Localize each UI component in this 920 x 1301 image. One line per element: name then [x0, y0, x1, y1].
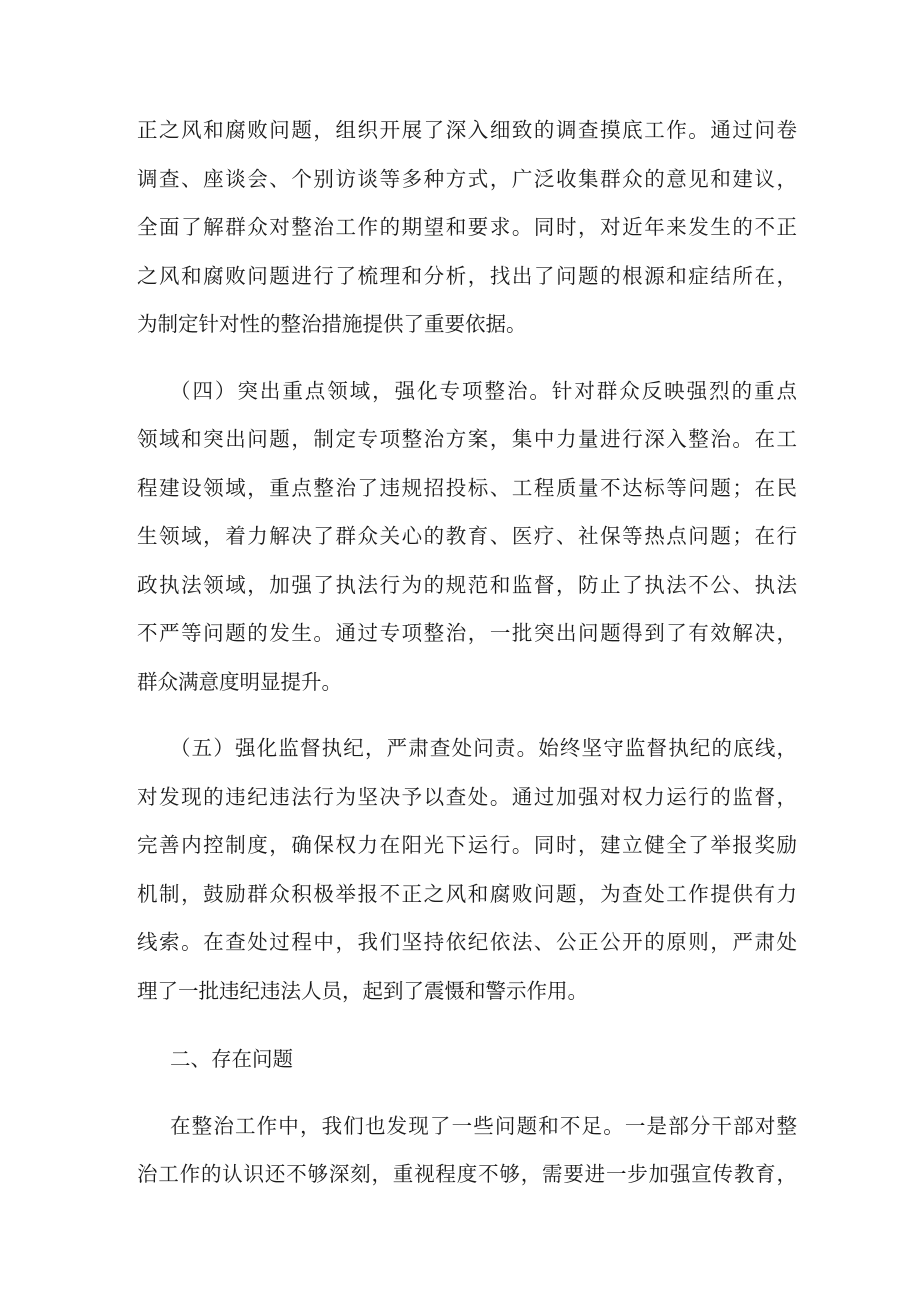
paragraph-line: 完善内控制度，确保权力在阳光下运行。同时，建立健全了举报奖励 [137, 833, 797, 857]
paragraph-line: 程建设领域，重点整治了违规招投标、工程质量不达标等问题；在民 [137, 476, 797, 500]
paragraph-line: 正之风和腐败问题，组织开展了深入细致的调查摸底工作。通过问卷 [137, 118, 797, 142]
paragraph-line: 对发现的违纪违法行为坚决予以查处。通过加强对权力运行的监督， [137, 785, 797, 809]
paragraph-line: 线索。在查处过程中，我们坚持依纪依法、公正公开的原则，严肃处 [137, 930, 797, 954]
paragraph-line: 之风和腐败问题进行了梳理和分析，找出了问题的根源和症结所在， [137, 264, 797, 288]
paragraph-line: 机制，鼓励群众积极举报不正之风和腐败问题，为查处工作提供有力 [137, 882, 797, 906]
section-heading: 二、存在问题 [170, 1047, 293, 1071]
paragraph-line: （四）突出重点领域，强化专项整治。针对群众反映强烈的重点 [170, 379, 797, 403]
paragraph-line: 领域和突出问题，制定专项整治方案，集中力量进行深入整治。在工 [137, 427, 797, 451]
paragraph-line: 生领域，着力解决了群众关心的教育、医疗、社保等热点问题；在行 [137, 524, 797, 548]
paragraph-line: 治工作的认识还不够深刻，重视程度不够，需要进一步加强宣传教育， [137, 1162, 797, 1186]
paragraph-line: （五）强化监督执纪，严肃查处问责。始终坚守监督执纪的底线， [170, 736, 797, 760]
paragraph-line: 为制定针对性的整治措施提供了重要依据。 [137, 312, 527, 336]
paragraph-line: 调查、座谈会、个别访谈等多种方式，广泛收集群众的意见和建议， [137, 167, 797, 191]
paragraph-line: 政执法领域，加强了执法行为的规范和监督，防止了执法不公、执法 [137, 573, 797, 597]
paragraph-line: 理了一批违纪违法人员，起到了震慑和警示作用。 [137, 979, 588, 1003]
paragraph-line: 群众满意度明显提升。 [137, 670, 342, 694]
paragraph-line: 不严等问题的发生。通过专项整治，一批突出问题得到了有效解决， [137, 621, 797, 645]
paragraph-line: 全面了解群众对整治工作的期望和要求。同时，对近年来发生的不正 [137, 215, 797, 239]
paragraph-line: 在整治工作中，我们也发现了一些问题和不足。一是部分干部对整 [170, 1114, 797, 1138]
